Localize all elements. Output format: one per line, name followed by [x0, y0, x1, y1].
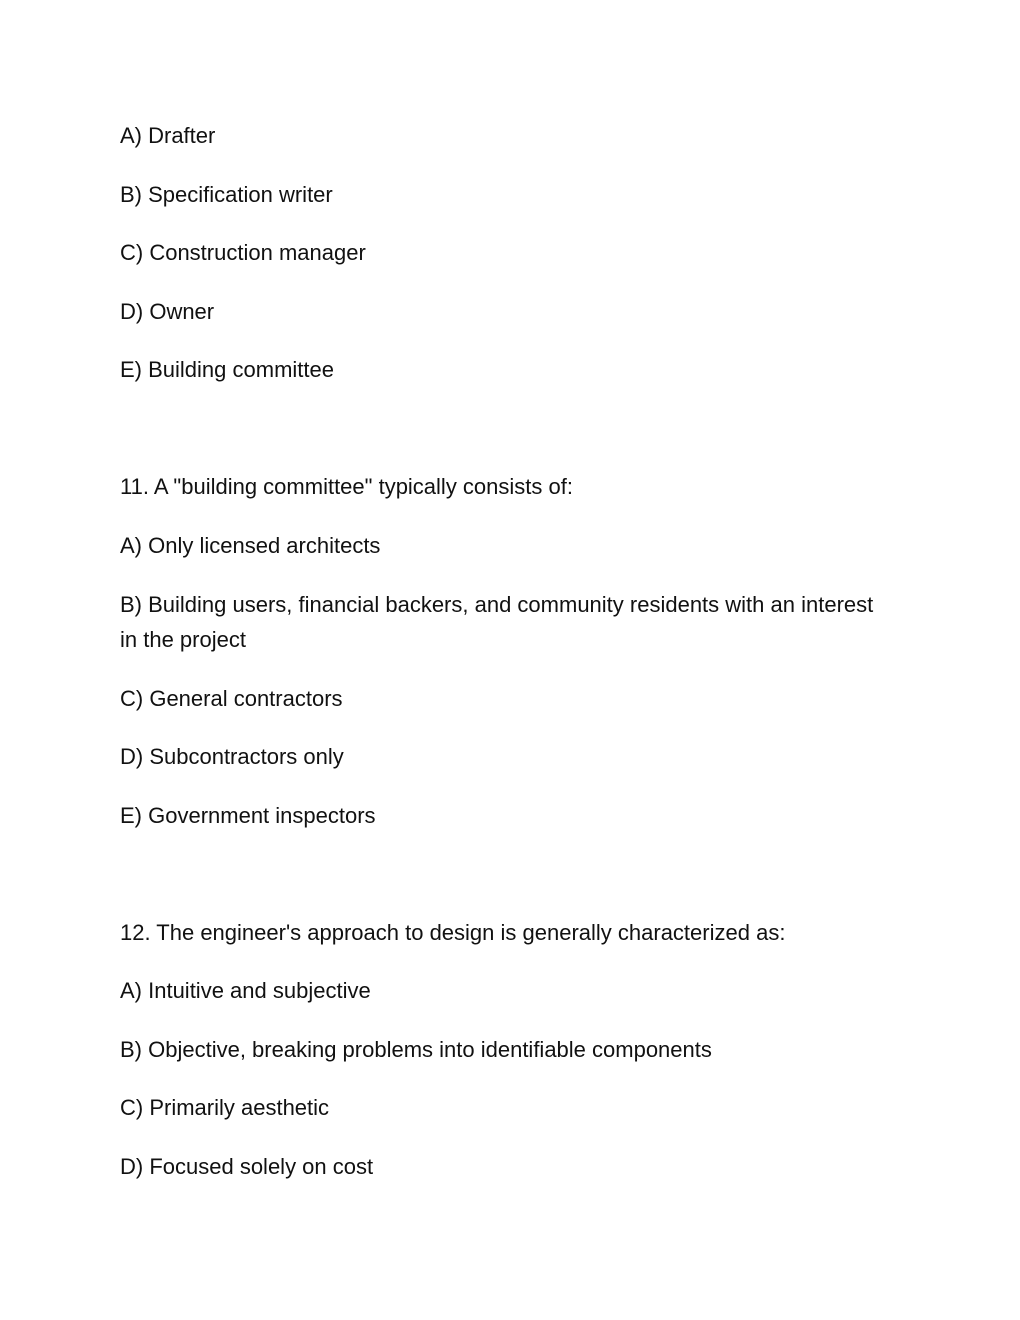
option-e: E) Government inspectors [120, 803, 376, 828]
option-e: E) Building committee [120, 357, 334, 382]
question-text: 11. A "building committee" typically consists of: [120, 474, 573, 499]
option-c: C) General contractors [120, 686, 343, 711]
option-a: A) Intuitive and subjective [120, 978, 371, 1003]
option-b: B) Building users, financial backers, and community residents with an interest in the project [120, 592, 874, 652]
option-d: D) Owner [120, 299, 215, 324]
option-b: B) Objective, breaking problems into identifiable components [120, 1037, 712, 1062]
option-c: C) Construction manager [120, 240, 366, 265]
option-a: A) Only licensed architects [120, 533, 381, 558]
question-text: 12. The engineer's approach to design is generally characterized as: [120, 920, 786, 945]
option-b: B) Specification writer [120, 182, 333, 207]
option-d: D) Focused solely on cost [120, 1154, 374, 1179]
option-c: C) Primarily aesthetic [120, 1095, 330, 1120]
option-a: A) Drafter [120, 123, 216, 148]
option-d: D) Subcontractors only [120, 744, 344, 769]
